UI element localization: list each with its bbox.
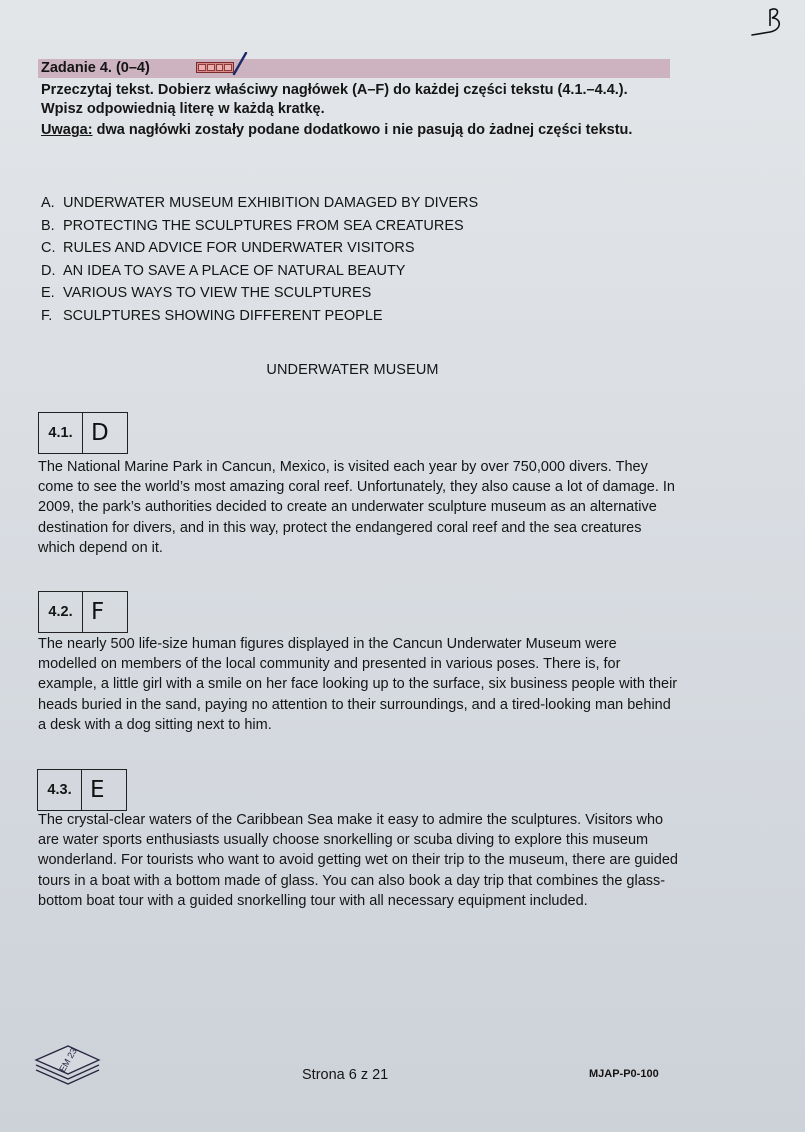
- option-f: [41, 305, 478, 328]
- answer-box-4-1[interactable]: [38, 412, 128, 454]
- option-b: [41, 215, 478, 238]
- option-text: RULES AND ADVICE FOR UNDERWATER VISITORS: [63, 240, 415, 256]
- instruction-note: [41, 121, 632, 140]
- option-letter: F.: [41, 307, 53, 324]
- page-number: Strona 6 z 21: [302, 1067, 389, 1083]
- answer-box-value[interactable]: F: [91, 599, 105, 625]
- answer-box-number: 4.3.: [38, 770, 82, 810]
- answer-box-number: 4.2.: [39, 592, 83, 632]
- answer-box-4-3[interactable]: [37, 769, 127, 811]
- instruction-line-1: Przeczytaj tekst. Dobierz właściwy nagłówek (A–F) do każdej części tekstu (4.1.–4.4.).: [41, 82, 628, 98]
- paragraph-4-1: The National Marine Park in Cancun, Mexico, is visited each year by over 750,000 divers. They come to see the world’s most amazing coral reef. Unfortunately, they also cause a lot of damage. In 2009, the park’s authorities decided to create an underwater sculpture museum as an alternative destination for divers, and in this way, protect the endangered coral reef and the sea creatures which depend on it.: [38, 459, 675, 556]
- instruction-line-2: Wpisz odpowiednią literę w każdą kratkę.: [41, 101, 325, 117]
- score-box: [198, 64, 206, 71]
- option-letter: C.: [41, 240, 56, 256]
- article-title: UNDERWATER MUSEUM: [266, 362, 439, 378]
- exam-logo-icon: [33, 1038, 103, 1088]
- option-letter: D.: [41, 262, 56, 279]
- option-letter: B.: [41, 217, 55, 234]
- score-boxes: [196, 62, 234, 73]
- pen-mark-icon: [232, 52, 248, 76]
- option-c: [41, 237, 478, 260]
- score-box: [207, 64, 215, 71]
- handwritten-mark-icon: [748, 4, 788, 40]
- option-letter: E.: [41, 285, 55, 301]
- exam-code: MJAP-P0-100: [589, 1068, 659, 1080]
- score-box: [216, 64, 224, 71]
- score-box: [224, 64, 232, 71]
- option-d: [41, 260, 478, 283]
- task-title: Zadanie 4. (0–4): [41, 60, 150, 76]
- option-letter: A.: [41, 195, 55, 211]
- option-text: VARIOUS WAYS TO VIEW THE SCULPTURES: [63, 285, 372, 301]
- paragraph-4-3: The crystal-clear waters of the Caribbean Sea make it easy to admire the sculptures. Visitors who are water sports enthusiasts usually choose snorkelling or scuba diving to explore this museum wonderland. For tourists who want to avoid getting wet on their trip to the museum, there are guided tours in a boat with a bottom made of glass. You can also book a day trip that combines the glass-bottom boat tour with a guided snorkelling tour with all necessary equipment included.: [38, 812, 678, 909]
- option-text: PROTECTING THE SCULPTURES FROM SEA CREATURES: [63, 217, 464, 234]
- svg-text:EM 23: EM 23: [57, 1046, 79, 1074]
- answer-box-number: 4.1.: [39, 413, 83, 453]
- option-text: AN IDEA TO SAVE A PLACE OF NATURAL BEAUTY: [63, 262, 406, 279]
- answer-box-4-2[interactable]: [38, 591, 128, 633]
- option-text: UNDERWATER MUSEUM EXHIBITION DAMAGED BY DIVERS: [63, 195, 479, 211]
- answer-box-value[interactable]: E: [90, 777, 105, 803]
- answer-box-value[interactable]: D: [91, 420, 109, 446]
- heading-options-list: [41, 192, 478, 327]
- note-text: dwa nagłówki zostały podane dodatkowo i nie pasują do żadnej części tekstu.: [92, 122, 633, 138]
- option-e: [41, 282, 478, 305]
- note-label: Uwaga:: [41, 122, 93, 138]
- option-a: [41, 192, 478, 215]
- paragraph-4-2: The nearly 500 life-size human figures displayed in the Cancun Underwater Museum were modelled on members of the local community and presented in various poses. There is, for example, a little girl with a smile on her face looking up to the surface, six business people with their heads buried in the sand, paying no attention to their surroundings, and a tired-looking man behind a desk with a dog sitting next to him.: [38, 636, 678, 733]
- option-text: SCULPTURES SHOWING DIFFERENT PEOPLE: [63, 307, 383, 324]
